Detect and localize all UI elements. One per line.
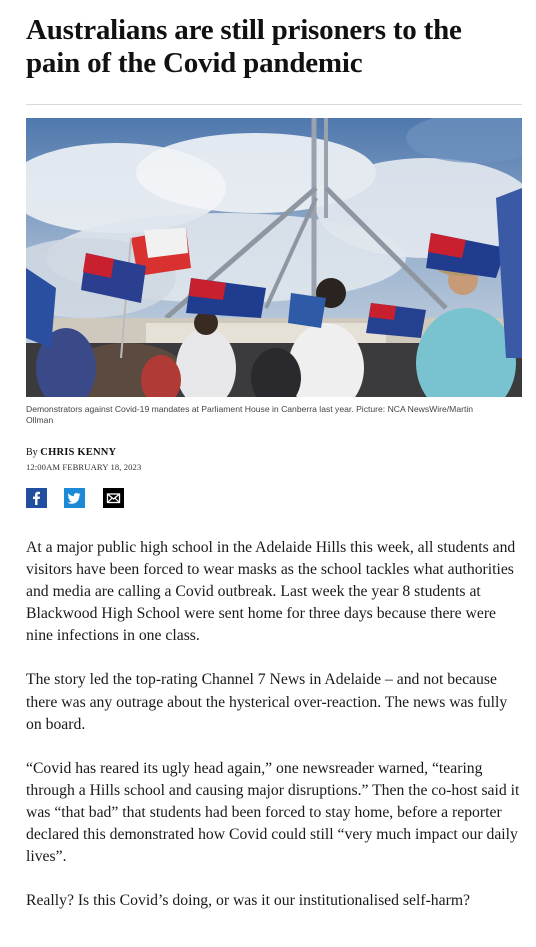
body-paragraph: “Covid has reared its ugly head again,” one newsreader warned, “tearing through a Hills school and causing major disruptions.” Then the co-host said it was “that bad” that students had been forced to stay home, before a reporter declared this demonstrated how Covid could still “very much impact our daily lives”. — [26, 759, 520, 866]
body-paragraph: The story led the top-rating Channel 7 News in Adelaide – and not because there was any outrage about the hysterical over-reaction. The news was fully on board. — [26, 671, 508, 733]
author-name[interactable]: CHRIS KENNY — [40, 447, 117, 458]
byline-prefix: By — [26, 447, 38, 458]
image-caption: Demonstrators against Covid-19 mandates at Parliament House in Canberra last year. Picture: NCA NewsWire/Martin Ollman — [26, 404, 474, 425]
publish-timestamp: 12:00AM FEBRUARY 18, 2023 — [26, 462, 142, 472]
twitter-icon — [64, 488, 85, 508]
facebook-icon — [26, 488, 47, 508]
byline — [26, 446, 116, 459]
email-icon — [103, 488, 124, 508]
article-photo — [26, 118, 522, 397]
article-headline: Australians are still prisoners to the pain of the Covid pandemic — [26, 14, 462, 79]
body-paragraph: Really? Is this Covid’s doing, or was it our institutionalised self-harm? — [26, 892, 470, 910]
article-body — [26, 537, 522, 934]
headline-divider — [26, 104, 522, 105]
twitter-share-button[interactable] — [64, 488, 85, 508]
facebook-share-button[interactable] — [26, 488, 47, 508]
body-paragraph: At a major public high school in the Adelaide Hills this week, all students and visitors have been forced to wear masks as the school tackles what authorities and media are calling a Covid outbreak. Last week the year 8 students at Blackwood High School were sent home for three days because there were nine infections in one class. — [26, 539, 516, 645]
email-share-button[interactable] — [103, 488, 124, 508]
